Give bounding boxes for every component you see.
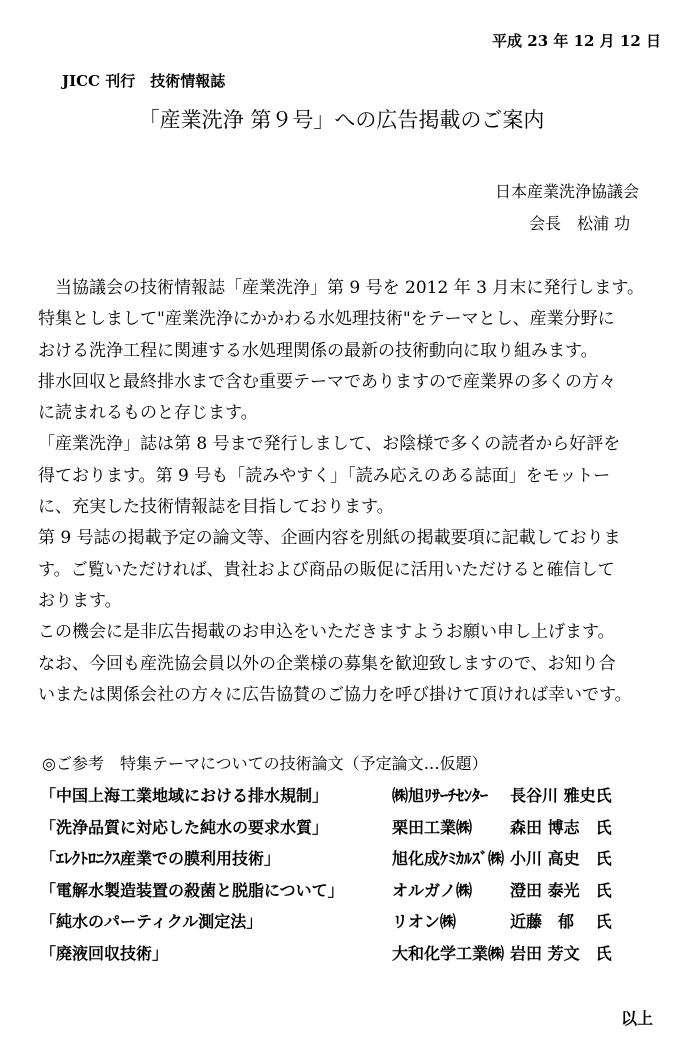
table-row	[40, 842, 660, 874]
body-line: 当協議会の技術情報誌「産業洗浄」第 9 号を 2012 年 3 月末に発行します。	[38, 278, 644, 298]
paper-company: リオン㈱	[392, 912, 456, 932]
body-line: 第 9 号誌の掲載予定の論文等、企画内容を別紙の掲載要項に記載しておりま	[38, 528, 621, 549]
body-line: おります。	[38, 590, 122, 611]
body-line: 「産業洗浄」誌は第 8 号まで発行しまして、お陰様で多くの読者から好評を	[38, 434, 621, 455]
body-line: なお、今回も産洗協会員以外の企業様の募集を歓迎致しますので、お知り合	[38, 653, 616, 674]
paper-title: 「中国上海工業地域における排水規制」	[40, 786, 329, 806]
table-row	[40, 874, 660, 906]
paper-company: 大和化学工業㈱	[392, 943, 505, 963]
table-row	[40, 905, 660, 937]
body-line: おける洗浄工程に関連する水処理関係の最新の技術動向に取り組みます。	[38, 340, 598, 361]
reference-table	[40, 779, 660, 968]
paper-author: 小川 高史 氏	[510, 849, 612, 869]
document-title: 「産業洗浄 第９号」への広告掲載のご案内	[138, 108, 545, 132]
body-line: いまたは関係会社の方々に広告協賛のご協力を呼び掛けて頂ければ幸いです。	[38, 684, 632, 705]
closing-mark: 以上	[620, 1009, 653, 1028]
table-row	[40, 779, 660, 811]
paper-company: 旭化成ｹﾐｶﾙｽﾞ㈱	[392, 849, 505, 869]
body-line: 排水回収と最終排水まで含む重要テーマでありますので産業界の多くの方々	[38, 371, 616, 392]
paper-title: 「純水のパーティクル測定法」	[40, 912, 263, 932]
sender-block	[495, 176, 639, 240]
sender-organization: 日本産業洗浄協議会	[494, 182, 639, 201]
reference-heading: ◎ご参考 特集テーマについての技術論文（予定論文…仮題）	[42, 754, 488, 773]
body-line: 得ております。第 9 号も「読みやすく」「読み応えのある誌面」をモットー	[38, 465, 611, 486]
body-line: この機会に是非広告掲載のお申込をいただきますようお願い申し上げます。	[38, 622, 615, 643]
paper-title: 「ｴﾚｸﾄﾛﾆｸｽ産業での膜利用技術」	[40, 849, 281, 869]
paper-author: 澄田 泰光 氏	[510, 880, 612, 900]
paper-author: 森田 博志 氏	[510, 817, 612, 837]
body-line: 特集としまして"産業洗浄にかかわる水処理技術"をテーマとし、産業分野に	[38, 309, 615, 330]
paper-author: 長谷川 雅史氏	[510, 786, 612, 806]
body-line: に読まれるものと存じます。	[38, 403, 258, 424]
paper-author: 岩田 芳文 氏	[510, 943, 612, 963]
table-row	[40, 937, 660, 969]
paper-company: ㈱旭ﾘｻｰﾁｾﾝﾀｰ	[392, 786, 489, 806]
body-line: に、充実した技術情報誌を目指しております。	[38, 497, 394, 518]
paper-title: 「廃液回収技術」	[40, 943, 169, 963]
publication-series: JICC 刊行 技術情報誌	[62, 72, 226, 90]
paper-company: オルガノ㈱	[392, 880, 473, 900]
paper-title: 「電解水製造装置の殺菌と脱脂について」	[40, 880, 344, 900]
body-text	[38, 273, 648, 711]
table-row	[40, 811, 660, 843]
sender-president: 会長 松浦 功	[528, 214, 631, 233]
paper-company: 栗田工業㈱	[392, 817, 473, 837]
body-line: す。ご覧いただければ、貴社および商品の販促に活用いただけると確信して	[38, 559, 615, 580]
paper-author: 近藤 郁 氏	[510, 912, 612, 932]
document-date: 平成 23 年 12 月 12 日	[492, 32, 661, 50]
paper-title: 「洗浄品質に対応した純水の要求水質」	[40, 817, 329, 837]
